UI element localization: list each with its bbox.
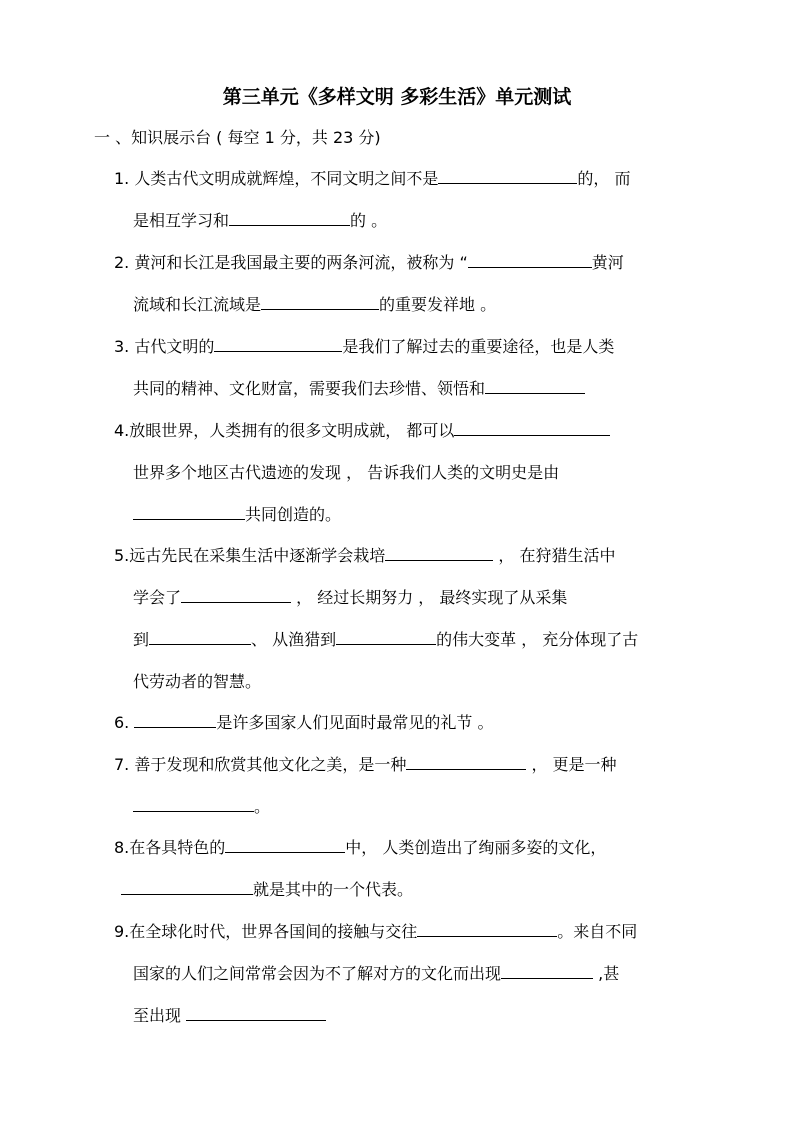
question-2-line-2	[133, 294, 496, 316]
answer-blank[interactable]	[417, 921, 557, 937]
question-text: 到	[133, 630, 150, 649]
question-9-line-3	[133, 1005, 326, 1027]
question-text: ,甚	[593, 964, 620, 983]
question-text: 学会了	[133, 588, 182, 607]
question-7-line-1	[114, 754, 617, 776]
answer-blank[interactable]	[229, 210, 350, 226]
answer-blank[interactable]	[485, 378, 585, 394]
question-text: ， 经过长期努力 ， 最终实现了从采集	[291, 588, 568, 607]
answer-blank[interactable]	[134, 712, 216, 728]
question-text: 代劳动者的智慧。	[133, 672, 262, 691]
question-text: 的， 而	[577, 169, 631, 188]
question-text: 世界多个地区古代遗迹的发现 ， 告诉我们人类的文明史是由	[133, 463, 560, 482]
question-text: 至出现	[133, 1006, 187, 1025]
question-text: ， 在狩猎生活中	[493, 546, 616, 565]
answer-blank[interactable]	[468, 252, 592, 268]
question-7-line-2	[133, 796, 270, 818]
question-1-line-2	[133, 210, 387, 232]
question-text: 8.在各具特色的	[114, 838, 226, 857]
question-text: 国家的人们之间常常会因为不了解对方的文化而出现	[133, 964, 502, 983]
answer-blank[interactable]	[501, 963, 593, 979]
question-text: 是我们了解过去的重要途径，也是人类	[342, 337, 615, 356]
question-text: 共同的精神、文化财富，需要我们去珍惜、领悟和	[133, 379, 486, 398]
question-3-line-1	[114, 336, 614, 358]
answer-blank[interactable]	[438, 168, 577, 184]
question-1-line-1	[114, 168, 630, 190]
question-5-line-4	[133, 671, 261, 693]
question-4-line-1	[114, 420, 610, 442]
answer-blank[interactable]	[133, 504, 245, 520]
question-text: 。来自不同	[557, 922, 638, 941]
answer-blank[interactable]	[225, 837, 345, 853]
question-text: 中， 人类创造出了绚丽多姿的文化，	[345, 838, 607, 857]
question-text: 黄河	[591, 253, 624, 272]
question-4-line-3	[133, 504, 341, 526]
question-5-line-2	[133, 587, 567, 609]
page-title: 第三单元《多样文明 多彩生活》单元测试	[222, 86, 572, 108]
section-heading: 一 、知识展示台 ( 每空 1 分，共 23 分)	[94, 128, 381, 147]
answer-blank[interactable]	[186, 1005, 326, 1021]
question-text: 就是其中的一个代表。	[253, 880, 414, 899]
answer-blank[interactable]	[214, 336, 342, 352]
question-text: 5.远古先民在采集生活中逐渐学会栽培	[114, 546, 386, 565]
answer-blank[interactable]	[385, 545, 493, 561]
answer-blank[interactable]	[336, 629, 436, 645]
question-9-line-2	[133, 963, 619, 985]
question-text: 共同创造的。	[245, 505, 342, 524]
question-3-line-2	[133, 378, 585, 400]
question-text: 2. 黄河和长江是我国最主要的两条河流，被称为 “	[114, 253, 468, 272]
question-text: 流域和长江流域是	[133, 295, 262, 314]
question-9-line-1	[114, 921, 637, 943]
question-text: 的重要发祥地 。	[379, 295, 497, 314]
answer-blank[interactable]	[121, 879, 253, 895]
question-text: 是相互学习和	[133, 211, 230, 230]
question-text: 6.	[114, 713, 135, 732]
question-text: 。	[254, 797, 271, 816]
question-text: 9.在全球化时代，世界各国间的接触与交往	[114, 922, 418, 941]
question-2-line-1	[114, 252, 624, 274]
question-6-line-1	[114, 712, 493, 734]
question-text: 4.放眼世界，人类拥有的很多文明成就， 都可以	[114, 421, 455, 440]
question-text: 是许多国家人们见面时最常见的礼节 。	[216, 713, 494, 732]
question-text: 3. 古代文明的	[114, 337, 215, 356]
answer-blank[interactable]	[261, 294, 379, 310]
question-text: 7. 善于发现和欣赏其他文化之美，是一种	[114, 755, 407, 774]
question-text: ， 更是一种	[526, 755, 617, 774]
question-text: 1. 人类古代文明成就辉煌，不同文明之间不是	[114, 169, 439, 188]
question-8-line-1	[114, 837, 606, 859]
question-text: 、 从渔猎到	[251, 630, 337, 649]
answer-blank[interactable]	[133, 796, 254, 812]
question-5-line-3	[133, 629, 638, 651]
answer-blank[interactable]	[149, 629, 251, 645]
question-5-line-1	[114, 545, 615, 567]
question-text: 的 。	[350, 211, 388, 230]
question-8-line-2	[121, 879, 413, 901]
answer-blank[interactable]	[406, 754, 526, 770]
question-text: 的伟大变革 ， 充分体现了古	[436, 630, 639, 649]
question-4-line-2	[133, 462, 559, 484]
answer-blank[interactable]	[454, 420, 610, 436]
answer-blank[interactable]	[181, 587, 291, 603]
